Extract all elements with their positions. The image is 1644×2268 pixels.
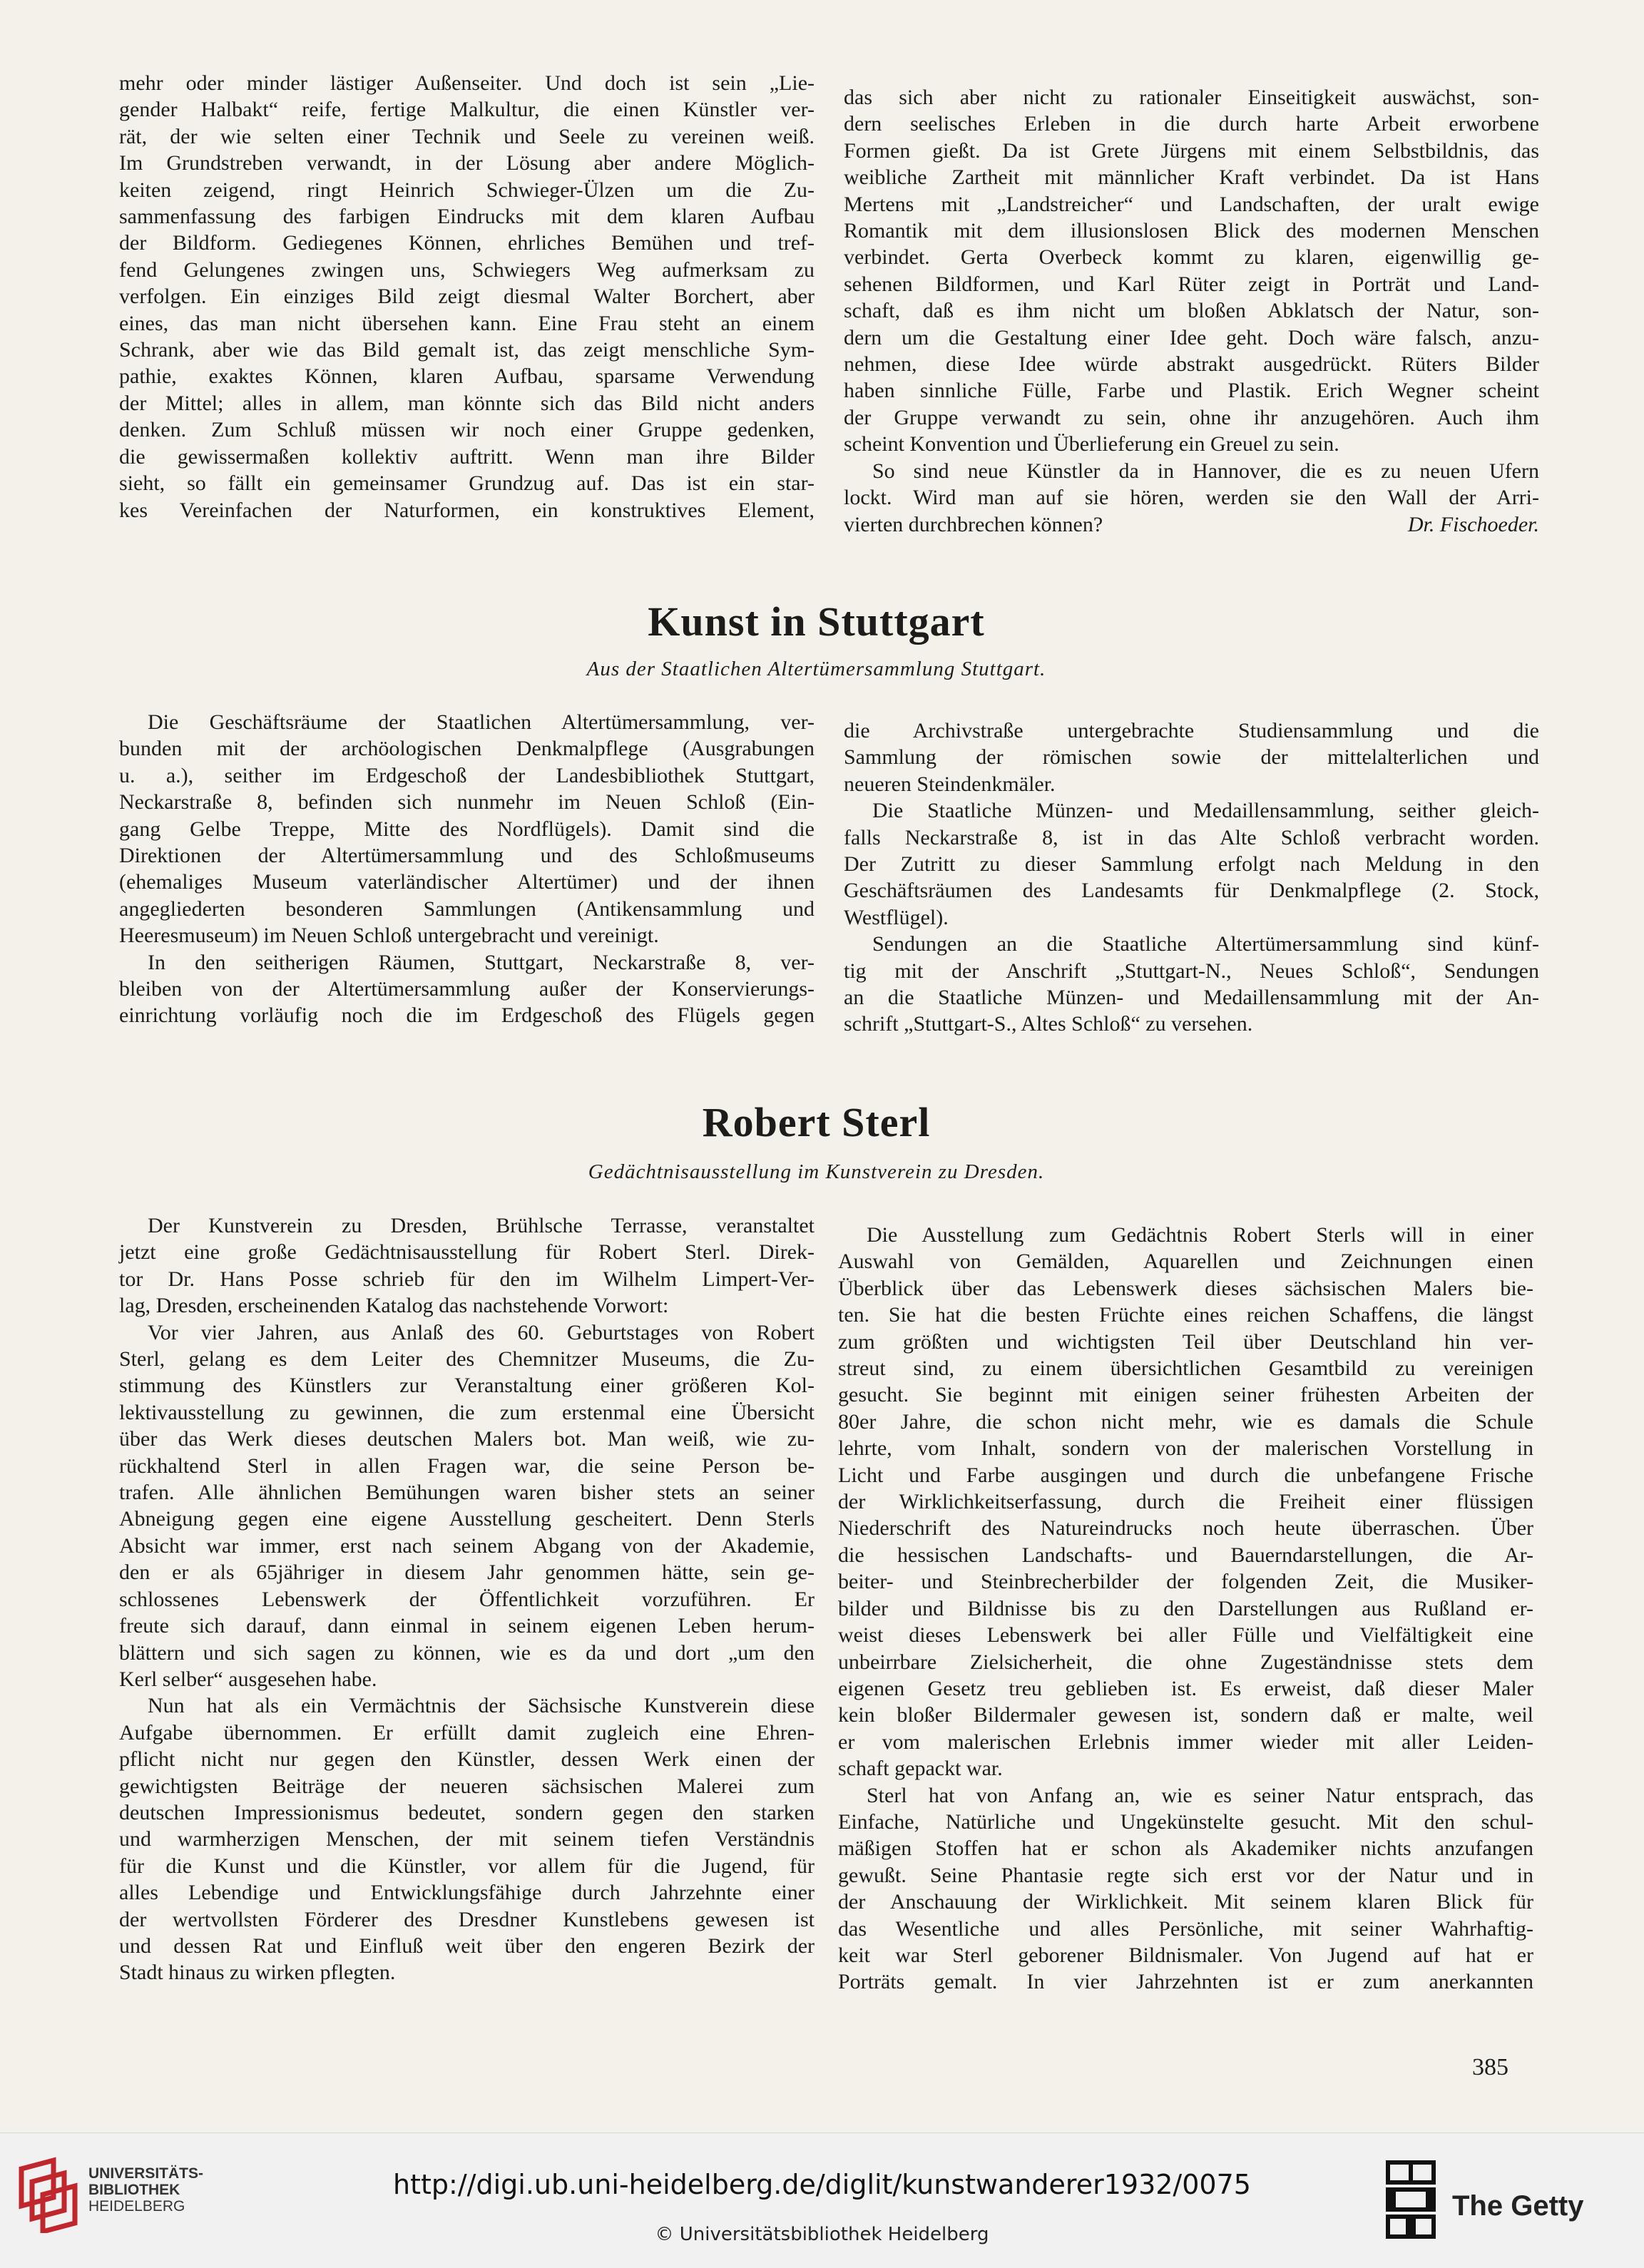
- text-line: lag, Dresden, erscheinenden Katalog das nachstehende Vorwort:: [119, 1294, 669, 1318]
- text-line: haben sinnliche Fülle, Farbe und Plastik. Erich Wegner scheint: [844, 379, 1539, 403]
- article2-title: Kunst in Stuttgart: [648, 598, 985, 645]
- article1-right-column: [844, 84, 1539, 538]
- text-line: über das Werk dieses deutschen Malers bot. Man weiß, wie zu-: [119, 1427, 815, 1451]
- text-line: Einfache, Natürliche und Ungekünstelte gesucht. Mit den schul-: [838, 1809, 1533, 1834]
- text-line: gewußt. Seine Phantasie regte sich erst vor der Natur und in: [838, 1863, 1533, 1887]
- text-line: freute sich darauf, dann einmal in seinem eigenen Leben herum-: [119, 1614, 815, 1638]
- text-line: das sich aber nicht zu rationaler Einseitigkeit auswächst, son-: [844, 86, 1539, 109]
- text-line: Licht und Farbe ausgingen und durch die unbefangene Frische: [838, 1463, 1533, 1487]
- text-line: verbindet. Gerta Overbeck kommt zu klaren, eigenwillig ge-: [844, 245, 1539, 270]
- text-line: stimmung des Künstlers zur Veranstaltung einer größeren Kol-: [119, 1374, 815, 1398]
- text-line: tor Dr. Hans Posse schrieb für den im Wilhelm Limpert-Ver-: [119, 1267, 815, 1291]
- text-line: deutschen Impressionismus bedeutet, sondern gegen den starken: [119, 1800, 815, 1824]
- text-line: Die Geschäftsräume der Staatlichen Altertümersammlung, ver-: [148, 710, 815, 734]
- text-line: mäßigen Stoffen hat er schon als Akademiker nichts anzufangen: [838, 1837, 1533, 1861]
- text-line: bleiben von der Altertümersammlung außer der Konservierungs-: [119, 977, 815, 1001]
- text-line: Der Zutritt zu dieser Sammlung erfolgt nach Meldung in den: [844, 852, 1539, 877]
- text-line: das Wesentliche und alles Persönliche, mit seiner Wahrhaftig-: [838, 1916, 1533, 1941]
- text-line: Sendungen an die Staatliche Altertümersammlung sind künf-: [872, 932, 1539, 956]
- text-line: Sterl hat von Anfang an, wie es seiner Natur entsprach, das: [867, 1783, 1533, 1807]
- text-line: gang Gelbe Treppe, Mitte des Nordflügels). Damit sind die: [119, 817, 815, 841]
- text-line: Überblick über das Lebenswerk dieses sächsischen Malers bie-: [838, 1276, 1533, 1300]
- text-line: lockt. Wird man auf sie hören, werden sie den Wall der Arri-: [844, 486, 1539, 510]
- text-line: der Mittel; alles in allem, man könnte sich das Bild nicht anders: [119, 391, 815, 415]
- text-line: sammenfassung des farbigen Eindrucks mit dem klaren Aufbau: [119, 205, 815, 229]
- library-line1: UNIVERSITÄTS-: [88, 2165, 204, 2182]
- text-line: Aufgabe übernommen. Er erfüllt damit zugleich eine Ehren-: [119, 1720, 815, 1745]
- text-line: Mertens mit „Landstreicher“ und Landschaften, der uralt ewige: [844, 192, 1539, 216]
- text-line: falls Neckarstraße 8, ist in das Alte Schloß verbracht worden.: [844, 825, 1539, 849]
- text-line: jetzt eine große Gedächtnisausstellung für Robert Sterl. Direk-: [119, 1240, 815, 1265]
- text-line: der Wirklichkeitserfassung, durch die Freiheit einer flüssigen: [838, 1490, 1533, 1514]
- text-line: Formen gießt. Da ist Grete Jürgens mit einem Selbstbildnis, das: [844, 138, 1539, 163]
- copyright-notice: © Universitätsbibliothek Heidelberg: [655, 2224, 989, 2245]
- text-line: streut sind, zu einem übersichtlichen Gesamtbild zu vereinigen: [838, 1357, 1533, 1381]
- text-line: schaft gepackt war.: [838, 1757, 1003, 1781]
- page-number: 385: [1472, 2054, 1508, 2080]
- text-line: 80er Jahre, die schon nicht mehr, wie es damals die Schule: [838, 1409, 1533, 1434]
- text-line: dern seelisches Erleben in die durch harte Arbeit erworbene: [844, 112, 1539, 136]
- text-line: u. a.), seither im Erdgeschoß der Landesbibliothek Stuttgart,: [119, 763, 815, 787]
- text-line: für die Kunst und die Künstler, vor allem für die Jugend, für: [119, 1854, 815, 1878]
- text-line: angegliederten besonderen Sammlungen (Antikensammlung und: [119, 897, 815, 921]
- text-line: dern um die Gestaltung einer Idee geht. Doch wäre falsch, anzu-: [844, 325, 1539, 349]
- text-line: sehenen Bildformen, und Karl Rüter zeigt in Porträt und Land-: [844, 272, 1539, 296]
- text-line: Romantik mit dem illusionslosen Blick des modernen Menschen: [844, 219, 1539, 243]
- text-line: und warmherzigen Menschen, der mit seinem tiefen Verständnis: [119, 1827, 815, 1851]
- text-line: tig mit der Anschrift „Stuttgart-N., Neues Schloß“, Sendungen: [844, 959, 1539, 983]
- text-line: sieht, so fällt ein gemeinsamer Grundzug auf. Das ist ein star-: [119, 471, 815, 496]
- text-line: Der Kunstverein zu Dresden, Brühlsche Terrasse, veranstaltet: [148, 1214, 815, 1237]
- footer-bar: [0, 2132, 1644, 2268]
- text-line: schaft, daß es ihm nicht um bloßen Abklatsch der Natur, son-: [844, 299, 1539, 323]
- text-line: den er als 65jähriger in diesem Jahr genommen hätte, sein ge-: [119, 1560, 815, 1585]
- text-line: Stadt hinaus zu wirken pflegten.: [119, 1961, 396, 1985]
- text-line: Direktionen der Altertümersammlung und des Schloßmuseums: [119, 844, 815, 868]
- text-line: der Anschauung der Wirklichkeit. Mit seinem klaren Blick für: [838, 1890, 1533, 1914]
- text-line: kes Vereinfachen der Naturformen, ein konstruktives Element,: [119, 498, 815, 522]
- text-line: trafen. Alle ähnlichen Bemühungen waren bisher stets an seiner: [119, 1481, 815, 1505]
- text-line: (ehemaliges Museum vaterländischer Altertümer) und der ihnen: [119, 870, 815, 894]
- text-line: keiten zeigend, ringt Heinrich Schwieger-Ülzen um die Zu-: [119, 178, 815, 202]
- text-line: beiter- und Steinbrecherbilder der folgenden Zeit, die Musiker-: [838, 1570, 1533, 1594]
- text-line: die gewissermaßen kollektiv auftritt. Wenn man ihre Bilder: [119, 444, 815, 469]
- text-line: weist dieses Lebenswerk bei aller Fülle und Vielfältigkeit eine: [838, 1623, 1533, 1648]
- text-line: vierten durchbrechen können? Dr. Fischoeder.: [844, 511, 1539, 538]
- text-line: schrift „Stuttgart-S., Altes Schloß“ zu versehen.: [844, 1012, 1253, 1036]
- text-line: Die Staatliche Münzen- und Medaillensammlung, seither gleich-: [872, 799, 1539, 823]
- text-line: gesucht. Sie beginnt mit einigen seiner frühesten Arbeiten der: [838, 1383, 1533, 1407]
- article1-left-column: [119, 70, 815, 523]
- text-line: unbeirrbare Zielsicherheit, die ohne Zugeständnisse stets dem: [838, 1650, 1533, 1674]
- getty-logo-icon: [1386, 2160, 1436, 2239]
- text-line: Neckarstraße 8, befinden sich nunmehr im Neuen Schloß (Ein-: [119, 790, 815, 814]
- text-line: einrichtung vorläufig noch die im Erdgeschoß des Flügels gegen: [119, 1003, 815, 1028]
- text-line: gender Halbakt“ reife, fertige Malkultur, die einen Künstler ver-: [119, 98, 815, 122]
- text-line: lektivausstellung zu gewinnen, die zum erstenmal eine Übersicht: [119, 1400, 815, 1424]
- text-line: pflicht nicht nur gegen den Künstler, dessen Werk einen der: [119, 1747, 815, 1772]
- text-line: gewichtigsten Beiträge der neueren sächsischen Malerei zum: [119, 1774, 815, 1798]
- article3-left-column: [119, 1212, 815, 1986]
- article2-right-column: [844, 717, 1539, 1038]
- text-line: denken. Zum Schluß müssen wir noch einer Gruppe gedenken,: [119, 418, 815, 442]
- text-line: Schrank, aber wie das Bild gemalt ist, das zeigt menschliche Sym-: [119, 338, 815, 362]
- text-line: Sammlung der römischen sowie der mittelalterlichen und: [844, 745, 1539, 770]
- text-line: Westflügel).: [844, 905, 949, 929]
- article2-left-column: [119, 709, 815, 1029]
- text-line: Sterl, gelang es dem Leiter des Chemnitzer Museums, die Zu-: [119, 1347, 815, 1371]
- text-line: schlossenes Lebenswerk der Öffentlichkeit vorzuführen. Er: [119, 1587, 815, 1611]
- text-line: Nun hat als ein Vermächtnis der Sächsische Kunstverein diese: [148, 1694, 815, 1718]
- text-line: kein bloßer Bildermaler gewesen ist, sondern daß er malte, weil: [838, 1703, 1533, 1727]
- text-line: rät, der wie selten einer Technik und Seele zu vereinen weiß.: [119, 124, 815, 148]
- text-line: die hessischen Landschafts- und Bauerndarstellungen, die Ar-: [838, 1543, 1533, 1567]
- text-line: zum größten und wichtigsten Teil über Deutschland hin ver-: [838, 1329, 1533, 1354]
- document-url-link[interactable]: http://digi.ub.uni-heidelberg.de/diglit/kunstwanderer1932/0075: [393, 2169, 1251, 2200]
- text-line: der Bildform. Gediegenes Können, ehrliches Bemühen und tref-: [119, 231, 815, 255]
- text-line: lehrte, vom Inhalt, sondern von der malerischen Vorstellung in: [838, 1436, 1533, 1461]
- text-line: verfolgen. Ein einziges Bild zeigt diesmal Walter Borchert, aber: [119, 285, 815, 309]
- text-line: Heeresmuseum) im Neuen Schloß untergebracht und vereinigt.: [119, 924, 659, 948]
- text-line: Im Grundstreben verwandt, in der Lösung aber andere Möglich-: [119, 151, 815, 175]
- text-line: eigenen Gesetz treu geblieben ist. Es erweist, daß dieser Maler: [838, 1676, 1533, 1700]
- text-line: alles Lebendige und Entwicklungsfähige durch Jahrzehnte einer: [119, 1881, 815, 1905]
- text-line: Absicht war immer, erst nach seinem Abgang von der Akademie,: [119, 1533, 815, 1558]
- text-line: Kerl selber“ ausgesehen habe.: [119, 1667, 377, 1691]
- text-line: weibliche Zartheit mit männlicher Kraft verbindet. Da ist Hans: [844, 165, 1539, 190]
- text-line: an die Staatliche Münzen- und Medaillensammlung mit der An-: [844, 986, 1539, 1010]
- text-line: Vor vier Jahren, aus Anlaß des 60. Geburtstages von Robert: [148, 1320, 815, 1344]
- text-line: rückhaltend Sterl in allen Fragen war, die seine Person be-: [119, 1454, 815, 1478]
- text-line: mehr oder minder lästiger Außenseiter. Und doch ist sein „Lie-: [119, 71, 815, 95]
- text-line: Porträts gemalt. In vier Jahrzehnten ist er zum anerkannten: [838, 1970, 1533, 1994]
- text-line: und dessen Rat und Einfluß weit über den engeren Bezirk der: [119, 1934, 815, 1958]
- text-line: bunden mit der archöologischen Denkmalpflege (Ausgrabungen: [119, 737, 815, 761]
- text-line: Geschäftsräumen des Landesamts für Denkmalpflege (2. Stock,: [844, 879, 1539, 903]
- text-line: er vom malerischen Erlebnis immer wieder mit aller Leiden-: [838, 1730, 1533, 1754]
- text-line: Auswahl von Gemälden, Aquarellen und Zeichnungen einen: [838, 1250, 1533, 1274]
- author-signature: Dr. Fischoeder.: [1407, 512, 1539, 536]
- text-line: Niederschrift des Natureindrucks noch heute überraschen. Über: [838, 1516, 1533, 1541]
- getty-name: The Getty: [1452, 2190, 1584, 2222]
- text-line: nehmen, diese Idee würde abstrakt ausgedrückt. Rüters Bilder: [844, 352, 1539, 377]
- text-line: eines, das man nicht übersehen kann. Eine Frau steht an einem: [119, 311, 815, 335]
- text-line: neueren Steindenkmäler.: [844, 772, 1056, 796]
- text-line: der wertvollsten Förderer des Dresdner Kunstlebens gewesen ist: [119, 1907, 815, 1931]
- text-line: die Archivstraße untergebrachte Studiensammlung und die: [844, 719, 1539, 742]
- article3-right-column: [838, 1222, 1533, 1996]
- text-line: ten. Sie hat die besten Früchte eines reichen Schaffens, die längst: [838, 1303, 1533, 1327]
- article3-title: Robert Sterl: [702, 1099, 931, 1145]
- text-line: der Gruppe verwandt zu sein, ohne ihr anzugehören. Auch ihm: [844, 405, 1539, 429]
- text-line: bilder und Bildnisse bis zu den Darstellungen aus Rußland er-: [838, 1596, 1533, 1620]
- text-line: Abneigung gegen eine eigene Ausstellung gescheitert. Denn Sterls: [119, 1507, 815, 1531]
- text-line: Die Ausstellung zum Gedächtnis Robert Sterls will in einer: [867, 1223, 1533, 1247]
- article2-subtitle: Aus der Staatlichen Altertümersammlung Stuttgart.: [586, 658, 1046, 680]
- text-line: pathie, exaktes Können, klaren Aufbau, sparsame Verwendung: [119, 364, 815, 389]
- text-line: fend Gelungenes zwingen uns, Schwiegers Weg aufmerksam zu: [119, 257, 815, 282]
- text-line: blättern und sich sagen zu können, wie es da und dort „um den: [119, 1640, 815, 1665]
- library-line3: HEIDELBERG: [88, 2198, 185, 2215]
- text-line: So sind neue Künstler da in Hannover, die es zu neuen Ufern: [872, 459, 1539, 483]
- text-line: scheint Konvention und Überlieferung ein Greuel zu sein.: [844, 432, 1339, 456]
- article3-subtitle: Gedächtnisausstellung im Kunstverein zu Dresden.: [588, 1160, 1045, 1183]
- library-line2: BIBLIOTHEK: [88, 2182, 180, 2198]
- text-line: In den seitherigen Räumen, Stuttgart, Neckarstraße 8, ver-: [148, 950, 815, 974]
- text-line: keit war Sterl geborener Bildnismaler. Von Jugend auf hat er: [838, 1943, 1533, 1967]
